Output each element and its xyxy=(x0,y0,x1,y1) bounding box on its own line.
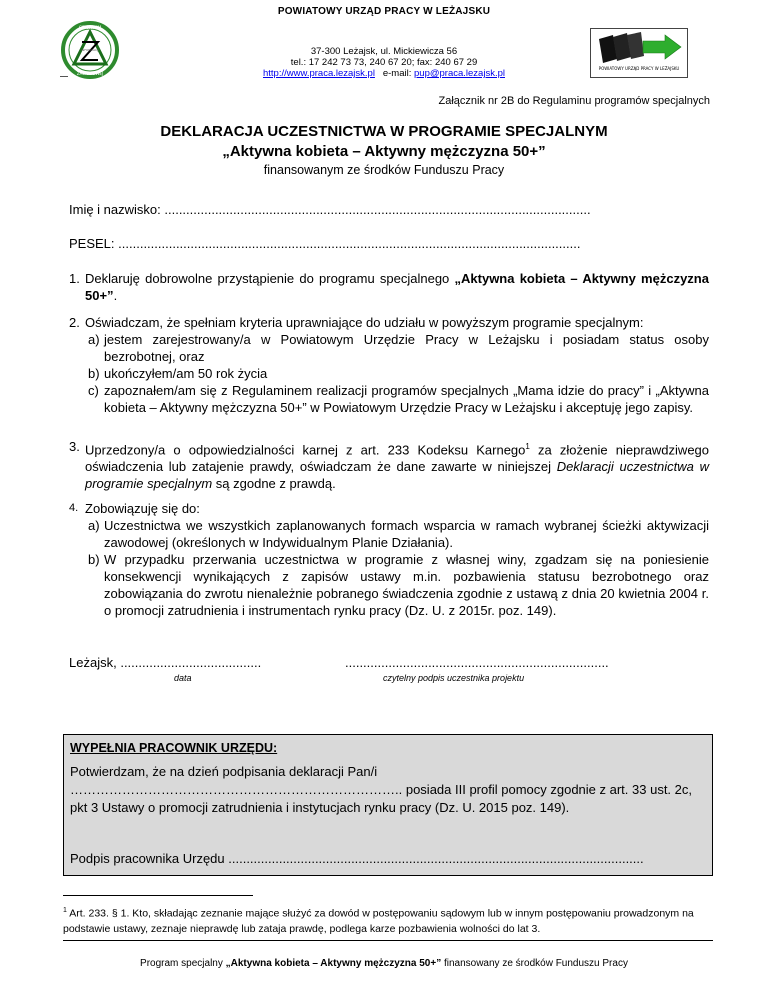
sub-text: jestem zarejestrowany/a w Powiatowym Urzędzie Pracy w Leżajsku i posiadam status osoby bezrobotnej, oraz xyxy=(104,332,709,364)
office-name-dots[interactable]: ………………………………………………………………….. xyxy=(70,782,403,797)
office-use-box xyxy=(63,734,713,876)
item-text-end: są zgodne z prawdą. xyxy=(212,476,336,492)
logo-middle-text: INFORMACJI xyxy=(81,48,99,52)
sub-label: a) xyxy=(88,332,100,347)
annex-note: Załącznik nr 2B do Regulaminu programów specjalnych xyxy=(438,95,710,107)
item-number: 2. xyxy=(69,315,80,330)
footer-bold: „Aktywna kobieta – Aktywny mężczyzna 50+” xyxy=(225,958,442,969)
item-text: Zobowiązuję się do: xyxy=(85,501,200,516)
sub-label: b) xyxy=(88,366,100,381)
pesel-field[interactable] xyxy=(69,236,580,251)
pup-logo-icon xyxy=(591,29,687,77)
place-label: Leżajsk, xyxy=(69,655,117,670)
sub-item-a xyxy=(69,331,709,365)
footer-text-b: finansowany ze środków Funduszu Pracy xyxy=(441,958,628,969)
ciz-logo-icon xyxy=(54,20,126,80)
funding-note: finansowanym ze środków Funduszu Pracy xyxy=(263,163,505,177)
date-dots: ....................................... xyxy=(120,655,262,670)
date-caption: data xyxy=(174,673,192,683)
pesel-dots: ................................................................................................................................ xyxy=(118,236,581,251)
item-text: Uprzedzony/a o odpowiedzialności karnej z art. 233 Kodeksu Karnego xyxy=(85,442,526,458)
logo-top-text: CENTRUM xyxy=(78,26,102,31)
sub-item-a xyxy=(69,517,709,551)
item-end: . xyxy=(113,288,118,303)
name-label: Imię i nazwisko: xyxy=(69,202,161,217)
item-number: 1. xyxy=(69,271,80,286)
declaration-item-1 xyxy=(69,270,709,304)
item-number: 4. xyxy=(69,502,79,514)
item-italic-text: Deklaracji uczestnictwa w programie specjalnym xyxy=(85,459,709,492)
pup-logo xyxy=(590,28,688,78)
page-footer xyxy=(0,958,768,969)
office-text-b: posiada III profil pomocy zgodnie z art. 33 ust. 2c, pkt 3 Ustawy o promocji zatrudnienia i instytucjach rynku pracy (Dz. U. 2015 poz. 149). xyxy=(70,782,692,815)
footnote xyxy=(63,903,713,937)
doc-title: DEKLARACJA UCZESTNICTWA W PROGRAMIE SPECJALNYM xyxy=(160,123,608,140)
date-field[interactable] xyxy=(69,655,261,670)
name-dots: ...................................................................................................................... xyxy=(164,202,591,217)
sub-item-b xyxy=(69,365,709,382)
office-name: POWIATOWY URZĄD PRACY W LEŻAJSKU xyxy=(277,6,491,17)
item-number: 3. xyxy=(69,439,80,454)
sub-label: a) xyxy=(88,518,100,533)
signature-caption: czytelny podpis uczestnika projektu xyxy=(383,673,525,683)
office-signature-field[interactable] xyxy=(70,851,644,866)
sub-item-c xyxy=(69,382,709,416)
program-name: „Aktywna kobieta – Aktywny mężczyzna 50+” xyxy=(222,143,546,160)
declaration-item-3 xyxy=(69,438,709,492)
sub-label: b) xyxy=(88,552,100,567)
item-text: Deklaruję dobrowolne przystąpienie do programu specjalnego xyxy=(85,271,450,286)
sub-text: ukończyłem/am 50 rok życia xyxy=(104,366,268,381)
office-box-title: WYPEŁNIA PRACOWNIK URZĘDU: xyxy=(70,741,278,755)
signature-field[interactable]: ......................................................................... xyxy=(345,655,609,670)
sub-label: c) xyxy=(88,383,99,398)
ciz-logo xyxy=(54,20,126,80)
email-label: e-mail: xyxy=(382,68,412,79)
item-text-cont: za złożenie nieprawdziwego oświadczenia lub zatajenie prawdy, oświadczam że dane zawarte w niniejszej xyxy=(85,442,710,475)
pesel-label: PESEL: xyxy=(69,236,115,251)
office-signature-label: Podpis pracownika Urzędu xyxy=(70,851,225,866)
sub-text: Uczestnictwa we wszystkich zaplanowanych formach wsparcia w ramach wybranej ścieżki aktywizacji zawodowej (określonych w Indywidualnym Planie Działania). xyxy=(104,518,709,550)
website-link[interactable]: http://www.praca.lezajsk.pl xyxy=(263,68,375,79)
sub-text: W przypadku przerwania uczestnictwa w programie z własnej winy, zgadzam się na poniesienie konsekwencji wynikających z zapisów ustawy m.in. pozbawienia statusu bezrobotnego oraz zobowiązania do zwrotu nienależnie pobranego świadczenia zgodnie z ustawą z dnia 20 kwietnia 2004 r. o promocji zatrudnienia i instrumentach rynku pracy (Dz. U. z 2015r. poz. 149). xyxy=(104,552,709,618)
declaration-item-2 xyxy=(69,314,709,416)
pup-logo-text: POWIATOWY URZĄD PRACY W LEŻAJSKU xyxy=(598,66,680,71)
office-signature-dots: ................................................................................................................... xyxy=(228,851,644,866)
office-box-text xyxy=(70,763,708,817)
footnote-rule xyxy=(63,895,253,896)
office-phones: tel.: 17 242 73 73, 240 67 20; fax: 240 67 29 xyxy=(290,57,478,68)
email-link[interactable]: pup@praca.lezajsk.pl xyxy=(414,68,505,79)
office-address: 37-300 Leżajsk, ul. Mickiewicza 56 xyxy=(310,46,458,57)
logo-bottom-text: ZAWODOWEJ xyxy=(76,71,104,76)
sub-text: zapoznałem/am się z Regulaminem realizacji programów specjalnych „Mama idzie do pracy” i „Aktywna kobieta – Aktywny mężczyzna 50+” w Powiatowym Urzędzie Pracy w Leżajsku i akceptuję jego zapisy. xyxy=(104,383,709,415)
sub-item-b xyxy=(69,551,709,619)
footer-rule xyxy=(63,940,713,941)
item-bold-text: „Aktywna kobieta – Aktywny mężczyzna 50+” xyxy=(85,271,709,303)
header-dash xyxy=(60,76,68,77)
footnote-text: Art. 233. § 1. Kto, składając zeznanie mające służyć za dowód w postępowaniu sądowym lub w innym postępowaniu prowadzonym na podstawie ustawy, zeznaje nieprawdę lub zataja prawdę, podlega karze pozbawienia wolności do lat 3. xyxy=(63,907,694,935)
item-text: Oświadczam, że spełniam kryteria uprawniające do udziału w powyższym programie specjalnym: xyxy=(85,315,644,330)
footer-text-a: Program specjalny xyxy=(140,958,226,969)
footnote-mark: 1 xyxy=(63,907,67,914)
declaration-item-4 xyxy=(69,500,709,619)
office-text-a: Potwierdzam, że na dzień podpisania deklaracji Pan/i xyxy=(70,764,378,779)
name-field[interactable] xyxy=(69,202,591,217)
footnote-ref[interactable]: 1 xyxy=(525,442,530,451)
